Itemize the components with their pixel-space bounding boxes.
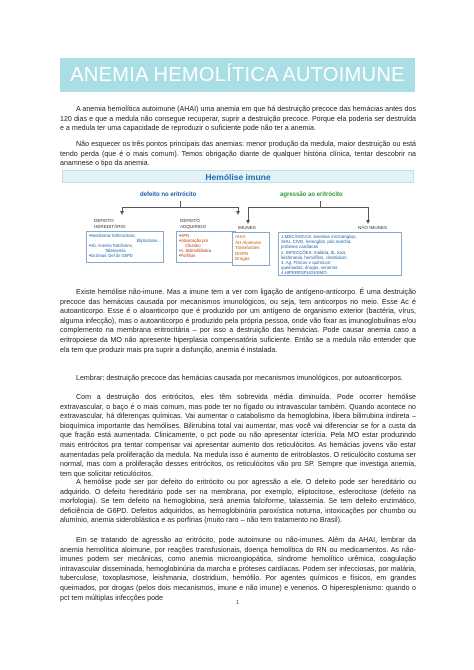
acquired-title: DEFEITO ADQUIRIDO bbox=[180, 218, 207, 229]
list-item: 2. INFECÇÕES: malária, tb, toxo, bbox=[281, 249, 347, 255]
list-item: Talassemia bbox=[105, 248, 126, 254]
list-item: •Enzimas: Def de G6PD bbox=[89, 253, 133, 259]
list-item: •Porfirias bbox=[179, 253, 196, 259]
list-item: Eliptocitose... bbox=[136, 238, 161, 244]
hereditary-box bbox=[86, 231, 164, 263]
diagram-header bbox=[62, 170, 414, 183]
list-item: queimados, drogas, venenos bbox=[281, 265, 338, 271]
list-item: AHAI bbox=[235, 234, 246, 239]
non-immune-box bbox=[278, 232, 402, 276]
list-item: Chumbo bbox=[185, 243, 201, 249]
arrow-icon bbox=[246, 220, 250, 224]
connector-line bbox=[368, 207, 369, 221]
list-item: •Intoxicação por bbox=[179, 238, 209, 244]
acquired-box bbox=[176, 231, 236, 263]
list-item: •Hb: Anemia Falciforme, bbox=[89, 243, 133, 249]
arrow-icon bbox=[366, 220, 370, 224]
diagram-header-text: Hemólise imune bbox=[205, 171, 271, 182]
list-item: SHU, CIVD, hemoglob. pós marcha, bbox=[281, 239, 352, 245]
immune-title: IMUNES bbox=[238, 225, 256, 230]
non-immune-title: NÃO IMUNES bbox=[358, 225, 388, 230]
list-item: AH Aloimune bbox=[235, 239, 262, 245]
arrow-icon bbox=[120, 211, 124, 215]
list-item: próteses cardíacas bbox=[281, 244, 319, 250]
defect-label: defeito no eritrócito bbox=[140, 192, 197, 198]
connector-line bbox=[122, 207, 238, 208]
hereditary-title: DEFEITO HEREDITÁRIO bbox=[94, 218, 126, 229]
paragraph-7: Em se tratando de agressão ao eritrócito, pode autoimune ou não-imunes. Além da AHAI, lembrar da anemia hemolítica aloimune, por reações transfusionais, doença hemolítica do RN ou medicamentos. As não-imunes podem ser mecânicas, como anemia microangiopática, síndrome hemolítico urêmica, coagulação intravascular disseminada, hemoglobinúria da marcha e próteses cardíacas. Podem ser infecciosas, por malária, tuberculose, toxoplasmose, leishmania, clostridium, hemófilo. Por agentes químicos e físicos, em grandes queimados, por drogas (pelos dois mecanismos, imune e não imune) e venenos. O hiperesplenismo: quando o pct tem múltiplas infecções pode bbox=[60, 536, 416, 602]
connector-line bbox=[248, 207, 368, 208]
paragraph-3: Existe hemólise não-imune. Mas a imune tem a ver com ligação de antígeno-anticorpo. É uma destruição precoce das hemácias causada por mecanismos imunológicos, ou seja, tem anticorpos no meio. Esse Ac é autoanticorpo. Esse é o aloanticorpo que é produzido por um antígeno de organismo exterior (bactéria, vírus, alguma infecção), mas o autoanticorpo é produzido pela própria pessoa, onde vão fixar as imunoglobulinas e/ou complemento na membrana eritrocitária – por isso a destruição das hemácias. Pode causar anemia caso a eritropoiese da MO não apresente hiperplasia compensatória suficiente. Então se a medula não entender que ela tem que produzir mais pra suprir a disfunção, anemia é instalada. bbox=[60, 288, 416, 354]
paragraph-2: Não esquecer os três pontos principais das anemias: menor produção da medula, maior destruição ou está tendo perda (que é o mais comum). Temos obrigação diante de qualquer história clínica, tentar descobrir na anamnese o tipo da anemia. bbox=[60, 140, 416, 168]
aggression-label: agressão ao eritrócito bbox=[280, 192, 343, 198]
paragraph-6: A hemólise pode ser por defeito do eritrócito ou por agressão a ele. O defeito pode ser hereditário ou adquirido. O defeito hereditário pode ser na membrana, por exemplo, eliptocitose, esferocitose (defeito na morfologia). Se tem defeito na hemoglobina, será anemia falciforme, talassemia. Se tem defeito enzimático, deficiência de G6PD. Defeitos adquiridos, as hemoglobinúria paroxística noturna, intoxicações por chumbo ou alumínio, anemia sideroblástica e as porfírias (muito raro – não tem tratamento no Brasil). bbox=[60, 478, 416, 525]
list-item: leishmania, hemófilos, clostridium bbox=[281, 254, 347, 260]
page-title: ANEMIA HEMOLÍTICA AUTOIMUNE bbox=[70, 63, 405, 86]
list-item: 1.MECÂNICAS: anemias microangiop., bbox=[281, 234, 358, 239]
paragraph-4: Lembrar: destruição precoce das hemácias causada por mecanismos imunológicos, por autoanticorpos. bbox=[76, 374, 403, 382]
page-number: 1 bbox=[236, 600, 240, 606]
list-item: •HPN bbox=[179, 233, 190, 238]
title-banner bbox=[60, 58, 415, 92]
list-item: •Membrana: Esferocitose, bbox=[89, 233, 136, 238]
paragraph-5: Com a destruição dos eritrócitos, eles têm sobrevida média diminuída. Pode ocorrer hemólise extravascular, o baço é o mais comum, mas pode ter no fígado ou intravascular também. Quando acontece no extravascular, há diferenças químicas. Vai aumentar o catabolismo da hemoglobina, libera bilirrubina indireta – bioquímica importante das hemólises. Bilirrubina total vai aumentar, mas você vai diferenciar se for a custa da que fração está aumentada. Clinicamente, o pct pode ou não apresentar icterícia. Pela MO estar produzindo mais eritrócitos pra tentar compensar vai apresentar aumento dos reticulócitos. As hemácias jovens vão estar aumentadas pela proliferação da medula. Na medula isso é aumento de eritroblastos. O reticulócito costuma ser normal, mas com a proliferação desses eritrócitos, os reticulócitos vão pro SP. Sempre que investiga anemia, tem que solicitar reticulócitos. bbox=[60, 393, 416, 478]
paragraph-1: A anemia hemolítica autoimune (AHAI) uma anemia em que há destruição precoce das hemácias antes dos 120 dias e que a medula não consegue recuperar, suprir a destruição precoce. Porque ela poderia ser destruída e a medula ter uma capacidade de reproduzir o suficiente pode não ter a anemia. bbox=[60, 105, 416, 133]
immune-box bbox=[232, 232, 270, 266]
list-item: 3. Ag. Físicos e químicos: bbox=[281, 260, 332, 266]
hemolysis-diagram bbox=[62, 170, 414, 286]
connector-line bbox=[248, 207, 249, 221]
list-item: Drogas bbox=[235, 256, 250, 262]
arrow-icon bbox=[236, 211, 240, 215]
list-item: Transfusões bbox=[235, 245, 260, 251]
list-item: DHRN bbox=[235, 250, 248, 256]
list-item: 4.HIPERESPLENISMO bbox=[281, 270, 327, 276]
list-item: •A. Sideroblástica bbox=[179, 248, 212, 254]
